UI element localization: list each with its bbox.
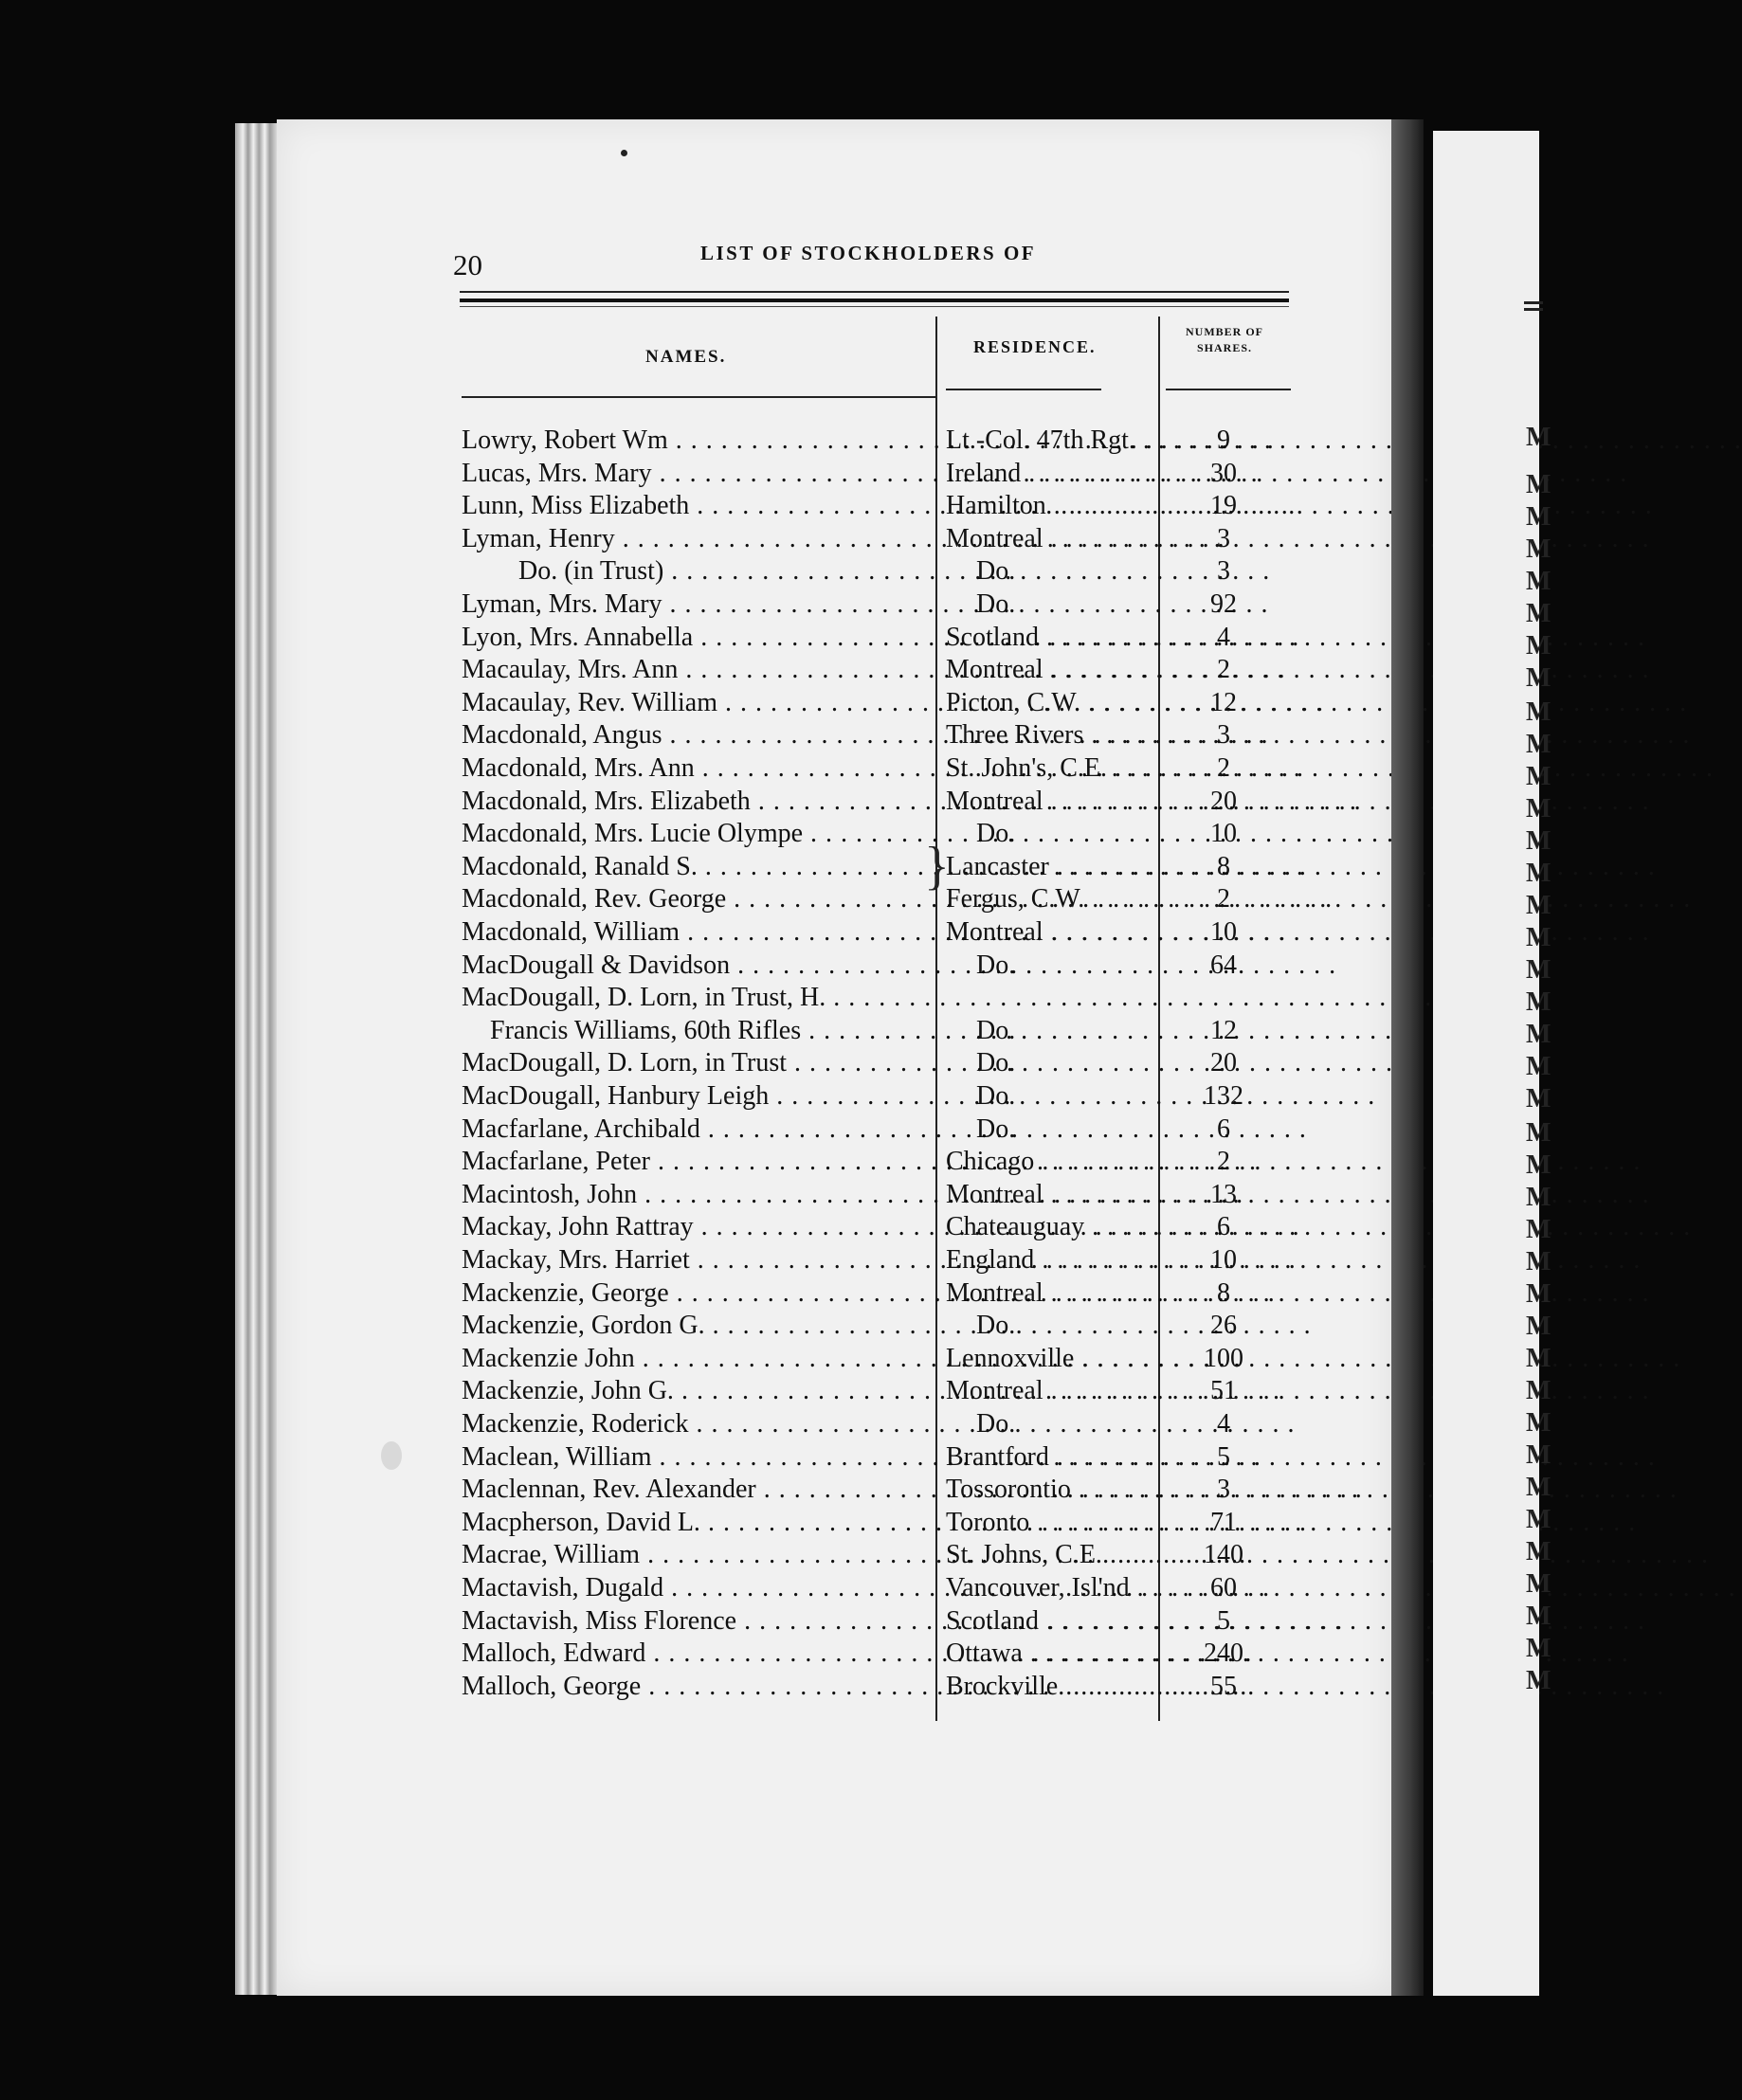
stockholder-name: Macaulay, Mrs. Ann . . .	[462, 654, 916, 686]
stockholder-name: Mackay, John Rattray . . .	[462, 1211, 916, 1243]
next-page-letter: M	[1526, 1052, 1551, 1081]
shares-header-line1: NUMBER OF	[1186, 325, 1263, 338]
next-page-letter: M	[1526, 826, 1551, 856]
stockholder-name: Mackay, Mrs. Harriet . . .	[462, 1244, 916, 1276]
share-count: 9	[1217, 425, 1230, 455]
stockholder-residence: Lt.-Col. 47th Rgt. . . .	[946, 425, 1152, 457]
table-row	[277, 458, 1393, 491]
table-row	[277, 1211, 1393, 1244]
table-row	[277, 1441, 1393, 1475]
table-row	[277, 1507, 1393, 1540]
stockholder-residence: Do.	[976, 589, 1016, 619]
stockholder-residence: Fergus, C.W. . . .	[946, 883, 1152, 915]
share-count: 4	[1217, 1409, 1230, 1439]
stockholder-name: MacDougall, Hanbury Leigh . . .	[462, 1080, 916, 1113]
stockholder-name: Macdonald, Mrs. Ann . . .	[462, 752, 916, 785]
next-page-letter: M	[1526, 1666, 1551, 1695]
next-page-letter: M	[1526, 987, 1551, 1017]
names-header-underline	[462, 396, 935, 398]
share-count: 71	[1210, 1507, 1237, 1537]
stockholder-residence: Ireland . . .	[946, 458, 1152, 490]
stockholder-name: Macrae, William . . .	[462, 1539, 916, 1571]
stockholder-residence: Montreal . . .	[946, 654, 1152, 686]
share-count: 10	[1210, 1245, 1237, 1275]
stockholder-name: Mactavish, Dugald . . .	[462, 1572, 916, 1604]
header-rule	[460, 291, 1289, 293]
table-row	[277, 883, 1393, 916]
next-page-letter: M	[1526, 730, 1551, 759]
table-row	[277, 1146, 1393, 1179]
next-page-letter: M	[1526, 697, 1551, 727]
stockholder-name: Macdonald, Mrs. Lucie Olympe . . .	[462, 818, 916, 850]
share-count: 26	[1210, 1311, 1237, 1341]
table-row	[277, 1343, 1393, 1376]
stockholder-residence: Montreal . . .	[946, 1179, 1152, 1211]
stockholder-residence: Ottawa . . .	[946, 1638, 1152, 1670]
next-page-letter: M	[1526, 423, 1551, 452]
share-count: 51	[1210, 1376, 1237, 1406]
table-row	[277, 1179, 1393, 1212]
stockholder-residence: Picton, C.W. . . .	[946, 687, 1152, 719]
share-count: 10	[1210, 917, 1237, 947]
table-row	[277, 1080, 1393, 1113]
share-count: 132	[1204, 1081, 1243, 1111]
stockholder-name: Lunn, Miss Elizabeth . . .	[462, 490, 916, 522]
stockholder-name: Lowry, Robert Wm . . .	[462, 425, 916, 457]
stockholder-name: Lyman, Mrs. Mary . . .	[462, 588, 916, 621]
next-page-letter: M	[1526, 567, 1551, 596]
next-page-letter: M	[1526, 502, 1551, 532]
table-row	[277, 1113, 1393, 1147]
table-row	[277, 588, 1393, 622]
next-page-letter: M	[1526, 1376, 1551, 1405]
next-page-letter: M	[1526, 1312, 1551, 1341]
stockholder-name: Macfarlane, Peter . . .	[462, 1146, 916, 1178]
stockholder-name: Macintosh, John . . .	[462, 1179, 916, 1211]
share-count: 64	[1210, 950, 1237, 980]
table-row	[277, 1408, 1393, 1441]
stockholder-name: Macdonald, Mrs. Elizabeth . . .	[462, 786, 916, 818]
stockholder-residence: Do.	[976, 950, 1016, 980]
next-page-fragment	[1433, 131, 1551, 1996]
stockholder-residence: Brockville . . .	[946, 1671, 1152, 1703]
stockholder-residence: Montreal . . .	[946, 1375, 1152, 1407]
table-row	[277, 719, 1393, 752]
table-row	[277, 1638, 1393, 1671]
table-row	[277, 1244, 1393, 1277]
share-count: 100	[1204, 1343, 1243, 1373]
stockholder-residence: Do.	[976, 1081, 1016, 1111]
next-page-letter: M	[1526, 1344, 1551, 1373]
stockholder-residence: Montreal . . .	[946, 1277, 1152, 1310]
stockholder-residence: Toronto . . .	[946, 1507, 1152, 1539]
share-count: 4	[1217, 622, 1230, 652]
stockholder-residence: Montreal . . .	[946, 523, 1152, 555]
next-page-letter: M	[1526, 794, 1551, 824]
next-page-letter: M	[1526, 1569, 1551, 1599]
table-row	[277, 490, 1393, 523]
next-page-letter: M	[1526, 1440, 1551, 1470]
share-count: 13	[1210, 1179, 1237, 1209]
stockholder-name: Maclennan, Rev. Alexander . . .	[462, 1474, 916, 1506]
share-count: 240	[1204, 1638, 1243, 1669]
share-count: 3	[1217, 720, 1230, 751]
table-row	[277, 1572, 1393, 1605]
stockholder-name: Lyman, Henry . . .	[462, 523, 916, 555]
shares-header-line2: SHARES.	[1196, 341, 1253, 354]
table-row	[277, 1671, 1393, 1704]
table-row	[277, 654, 1393, 687]
stockholder-name: Macdonald, Rev. George . . .	[462, 883, 916, 915]
table-row	[277, 1605, 1393, 1638]
share-count: 2	[1217, 753, 1230, 783]
stockholder-residence: Do.	[976, 1015, 1016, 1045]
stockholder-residence: Montreal . . .	[946, 786, 1152, 818]
stockholder-residence: Vancouver, Isl'nd . . .	[946, 1572, 1152, 1604]
stockholder-residence: St. Johns, C.E. . . .	[946, 1539, 1152, 1571]
stockholder-residence: Montreal . . .	[946, 916, 1152, 949]
column-header-names: NAMES.	[645, 347, 727, 367]
stockholder-name: Macaulay, Rev. William . . .	[462, 687, 916, 719]
table-row	[277, 687, 1393, 720]
column-header-residence: RESIDENCE.	[973, 337, 1097, 356]
stockholder-name: MacDougall & Davidson . . .	[462, 950, 916, 982]
table-row	[277, 950, 1393, 983]
share-count: 5	[1217, 1441, 1230, 1472]
shares-header-underline	[1166, 389, 1291, 390]
stockholder-name: Do. (in Trust) . . .	[462, 555, 973, 588]
share-count: 20	[1210, 1048, 1237, 1078]
share-count: 8	[1217, 851, 1230, 881]
stockholder-name: Mackenzie, George . . .	[462, 1277, 916, 1310]
next-page-letter: M	[1526, 1183, 1551, 1212]
stockholder-name: Mackenzie, Roderick . . .	[462, 1408, 916, 1440]
stockholder-residence: Do.	[976, 1113, 1016, 1144]
stockholder-name: MacDougall, D. Lorn, in Trust, H. . . .	[462, 982, 916, 1014]
ink-dot	[621, 150, 627, 156]
next-page-letter: M	[1526, 470, 1551, 499]
next-page-letter: M	[1526, 1279, 1551, 1309]
next-page-letter: M	[1526, 1408, 1551, 1438]
stockholder-residence: Brantford . . .	[946, 1441, 1152, 1474]
table-row	[277, 1539, 1393, 1572]
share-count: 2	[1217, 655, 1230, 685]
column-header-shares	[1158, 324, 1291, 356]
stockholder-name: Lucas, Mrs. Mary . . .	[462, 458, 916, 490]
next-page-letter: M	[1526, 1473, 1551, 1502]
book-page	[277, 119, 1393, 1996]
table-row	[277, 786, 1393, 819]
next-page-letter: M	[1526, 534, 1551, 564]
stockholder-residence: Lennoxville . . .	[946, 1343, 1152, 1375]
stockholder-residence: Do.	[976, 819, 1016, 849]
stockholder-name: Mackenzie, Gordon G. . . .	[462, 1310, 916, 1342]
page-gutter-shadow	[1391, 119, 1424, 1996]
stockholder-name: Mactavish, Miss Florence . . .	[462, 1605, 916, 1638]
next-page-letter: M	[1526, 1634, 1551, 1663]
stockholder-name: Maclean, William . . .	[462, 1441, 916, 1474]
stockholder-residence: Do.	[976, 1048, 1016, 1078]
table-row	[277, 523, 1393, 556]
table-row	[277, 1474, 1393, 1507]
residence-header-underline	[946, 389, 1101, 390]
next-page-letter: M	[1526, 631, 1551, 661]
running-title: LIST OF STOCKHOLDERS OF	[700, 242, 1037, 264]
table-row	[277, 555, 1393, 588]
table-row	[277, 752, 1393, 786]
share-count: 3	[1217, 556, 1230, 587]
share-count: 12	[1210, 687, 1237, 717]
next-page-letter: M	[1526, 955, 1551, 985]
share-count: 6	[1217, 1113, 1230, 1144]
table-row	[277, 982, 1393, 1015]
share-count: 20	[1210, 786, 1237, 816]
next-page-letter: M	[1526, 663, 1551, 693]
table-row	[277, 1375, 1393, 1408]
next-page-letter: M	[1526, 599, 1551, 628]
stockholder-residence: England . . .	[946, 1244, 1152, 1276]
next-page-letter: M	[1526, 891, 1551, 920]
next-page-letter: M	[1526, 923, 1551, 952]
stockholder-name: Lyon, Mrs. Annabella . . .	[462, 622, 916, 654]
table-row	[277, 1310, 1393, 1343]
stockholder-residence: Do.	[976, 1409, 1016, 1439]
next-page-letter: M	[1526, 1118, 1551, 1148]
table-row	[277, 425, 1393, 458]
table-row	[277, 916, 1393, 950]
header-rule-thin	[460, 306, 1289, 307]
stockholder-residence: Tossorontio . . .	[946, 1474, 1152, 1506]
share-count: 55	[1210, 1671, 1237, 1701]
share-count: 2	[1217, 884, 1230, 914]
stockholder-name: Macdonald, Ranald S. . . .	[462, 851, 916, 883]
stockholder-name: Malloch, George . . .	[462, 1671, 916, 1703]
table-row	[277, 1277, 1393, 1311]
share-count: 5	[1217, 1605, 1230, 1636]
share-count: 92	[1210, 589, 1237, 619]
share-count: 3	[1217, 1475, 1230, 1505]
stockholder-residence: Chateauguay . . .	[946, 1211, 1152, 1243]
stockholder-residence: Do.	[976, 556, 1016, 587]
share-count: 19	[1210, 491, 1237, 521]
table-row	[277, 622, 1393, 655]
share-count: 10	[1210, 819, 1237, 849]
stockholder-name: MacDougall, D. Lorn, in Trust . . .	[462, 1047, 916, 1079]
next-page-rule	[1524, 301, 1543, 311]
share-count: 12	[1210, 1015, 1237, 1045]
table-row	[277, 818, 1393, 851]
stockholder-name: Malloch, Edward . . .	[462, 1638, 916, 1670]
share-count: 140	[1204, 1540, 1243, 1570]
next-page-letter: M	[1526, 1602, 1551, 1631]
stockholder-residence: Hamilton . . .	[946, 490, 1152, 522]
next-page-letter: M	[1526, 1247, 1551, 1276]
stockholder-residence: Chicago . . .	[946, 1146, 1152, 1178]
next-page-letter: M	[1526, 859, 1551, 888]
paper-stain	[381, 1441, 402, 1470]
brace-mark: }	[924, 837, 950, 896]
stockholder-name: Mackenzie, John G. . . .	[462, 1375, 916, 1407]
stockholder-residence: Scotland . . .	[946, 622, 1152, 654]
share-count: 30	[1210, 458, 1237, 488]
next-page-letter: M	[1526, 1537, 1551, 1566]
header-rule-thick	[460, 299, 1289, 302]
stockholder-name: Macfarlane, Archibald . . .	[462, 1113, 916, 1146]
book-page-edges	[235, 123, 279, 1995]
stockholder-name: Macpherson, David L. . . .	[462, 1507, 916, 1539]
stockholder-residence: Lancaster . . .	[946, 851, 1152, 883]
stockholder-name: Mackenzie John . . .	[462, 1343, 916, 1375]
share-count: 2	[1217, 1147, 1230, 1177]
page-number: 20	[453, 248, 482, 281]
table-row	[277, 1047, 1393, 1080]
next-page-letter: M	[1526, 1215, 1551, 1244]
stockholder-residence: Three Rivers . . .	[946, 719, 1152, 751]
stockholder-residence: St. John's, C.E. . . .	[946, 752, 1152, 785]
stockholder-residence: Do.	[976, 1311, 1016, 1341]
share-count: 8	[1217, 1277, 1230, 1308]
next-page-letter: M	[1526, 1020, 1551, 1049]
next-page-letter: M	[1526, 1084, 1551, 1113]
share-count: 60	[1210, 1573, 1237, 1602]
share-count: 3	[1217, 523, 1230, 553]
share-count: 6	[1217, 1212, 1230, 1242]
table-row	[277, 1015, 1393, 1048]
next-page-letter: M	[1526, 1150, 1551, 1180]
next-page-letter: M	[1526, 762, 1551, 791]
next-page-letter: M	[1526, 1505, 1551, 1534]
stockholder-name: Francis Williams, 60th Rifles . . .	[462, 1015, 945, 1047]
stockholder-residence: Scotland . . .	[946, 1605, 1152, 1638]
table-row	[277, 851, 1393, 884]
stockholder-name: Macdonald, William . . .	[462, 916, 916, 949]
stockholder-name: Macdonald, Angus . . .	[462, 719, 916, 751]
